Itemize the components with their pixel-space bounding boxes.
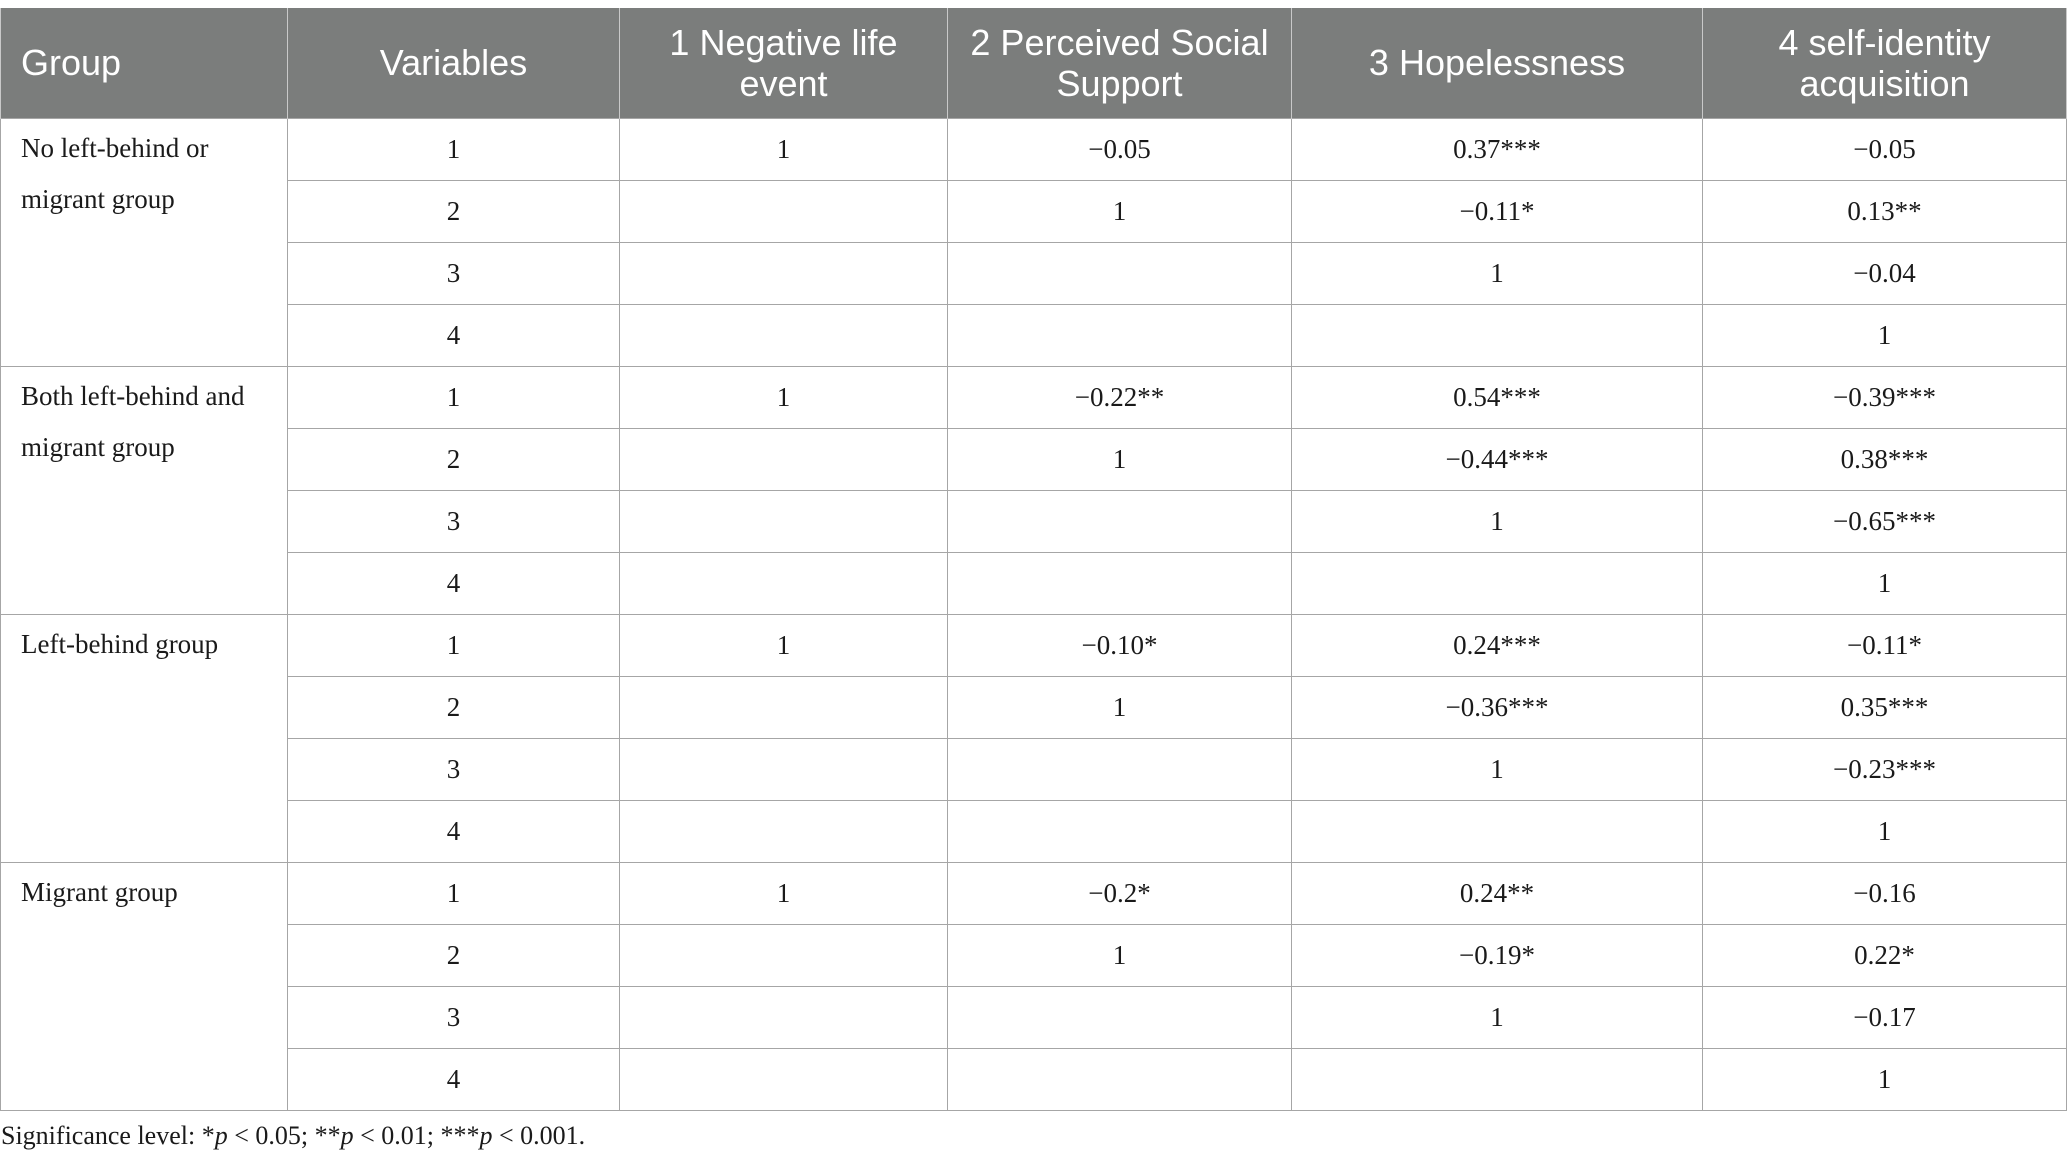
self-identity-acquisition-cell: 1 [1703,800,2067,862]
hopelessness-cell: −0.36*** [1292,676,1703,738]
self-identity-acquisition-cell: 0.38*** [1703,428,2067,490]
hopelessness-cell: 1 [1292,986,1703,1048]
negative-life-event-cell [620,738,948,800]
variable-cell: 4 [288,1048,620,1110]
significance-footnote [1,1121,585,1151]
self-identity-acquisition-cell: 1 [1703,304,2067,366]
self-identity-acquisition-cell: −0.39*** [1703,366,2067,428]
negative-life-event-cell: 1 [620,862,948,924]
group-name-cell: Left-behind group [1,614,288,862]
table-header [1,8,2067,118]
hopelessness-cell [1292,552,1703,614]
perceived-social-support-cell [948,242,1292,304]
hopelessness-cell: 0.24*** [1292,614,1703,676]
negative-life-event-cell [620,180,948,242]
table-body [1,118,2067,1110]
table-row [1,738,2067,800]
variable-cell: 1 [288,366,620,428]
table-row [1,180,2067,242]
variable-cell: 1 [288,862,620,924]
correlation-table [0,8,2067,1111]
negative-life-event-cell: 1 [620,118,948,180]
footnote-p-italic: p [340,1121,354,1150]
footnote-p-italic: p [479,1121,493,1150]
table-row [1,924,2067,986]
table-row [1,304,2067,366]
perceived-social-support-cell: −0.10* [948,614,1292,676]
hopelessness-cell: 0.37*** [1292,118,1703,180]
table-row [1,676,2067,738]
negative-life-event-cell [620,676,948,738]
footnote-p-italic: p [214,1121,228,1150]
perceived-social-support-cell: −0.05 [948,118,1292,180]
variable-cell: 2 [288,180,620,242]
table-row [1,800,2067,862]
header-row [1,8,2067,118]
perceived-social-support-cell [948,1048,1292,1110]
hopelessness-cell [1292,304,1703,366]
table-row [1,862,2067,924]
hopelessness-cell: −0.44*** [1292,428,1703,490]
negative-life-event-cell [620,800,948,862]
self-identity-acquisition-cell: 1 [1703,552,2067,614]
negative-life-event-cell [620,924,948,986]
variable-cell: 3 [288,986,620,1048]
variable-cell: 3 [288,738,620,800]
self-identity-acquisition-cell: −0.11* [1703,614,2067,676]
perceived-social-support-cell [948,552,1292,614]
variable-cell: 1 [288,118,620,180]
group-name-cell: No left-behind or migrant group [1,118,288,366]
self-identity-acquisition-cell: −0.65*** [1703,490,2067,552]
negative-life-event-cell [620,304,948,366]
negative-life-event-cell [620,1048,948,1110]
table-row [1,614,2067,676]
header-negative-life-event: 1 Negative life event [620,8,948,118]
variable-cell: 2 [288,924,620,986]
negative-life-event-cell [620,986,948,1048]
negative-life-event-cell: 1 [620,614,948,676]
perceived-social-support-cell [948,986,1292,1048]
self-identity-acquisition-cell: 0.22* [1703,924,2067,986]
negative-life-event-cell [620,428,948,490]
perceived-social-support-cell: 1 [948,180,1292,242]
self-identity-acquisition-cell: 0.13** [1703,180,2067,242]
table-row [1,242,2067,304]
header-perceived-social-support: 2 Perceived Social Support [948,8,1292,118]
table-row [1,490,2067,552]
self-identity-acquisition-cell: −0.05 [1703,118,2067,180]
footnote-lead: Significance level: * [1,1121,215,1150]
variable-cell: 3 [288,242,620,304]
hopelessness-cell: 0.24** [1292,862,1703,924]
hopelessness-cell: −0.11* [1292,180,1703,242]
header-group: Group [1,8,288,118]
table-row [1,552,2067,614]
perceived-social-support-cell: −0.2* [948,862,1292,924]
group-name-cell: Migrant group [1,862,288,1110]
self-identity-acquisition-cell: −0.17 [1703,986,2067,1048]
negative-life-event-cell [620,242,948,304]
header-variables: Variables [288,8,620,118]
self-identity-acquisition-cell: −0.04 [1703,242,2067,304]
perceived-social-support-cell [948,800,1292,862]
self-identity-acquisition-cell: −0.23*** [1703,738,2067,800]
perceived-social-support-cell: 1 [948,676,1292,738]
self-identity-acquisition-cell: 1 [1703,1048,2067,1110]
hopelessness-cell: 1 [1292,242,1703,304]
footnote-text: < 0.01; *** [353,1121,480,1150]
hopelessness-cell: −0.19* [1292,924,1703,986]
hopelessness-cell: 0.54*** [1292,366,1703,428]
table-row [1,118,2067,180]
perceived-social-support-cell [948,738,1292,800]
footnote-text: < 0.001. [492,1121,586,1150]
group-name-cell: Both left-behind and migrant group [1,366,288,614]
correlation-table-container [0,8,2066,1111]
hopelessness-cell [1292,1048,1703,1110]
hopelessness-cell [1292,800,1703,862]
header-self-identity-acquisition: 4 self-identity acquisition [1703,8,2067,118]
table-row [1,986,2067,1048]
negative-life-event-cell [620,490,948,552]
variable-cell: 2 [288,428,620,490]
perceived-social-support-cell: 1 [948,924,1292,986]
variable-cell: 2 [288,676,620,738]
negative-life-event-cell: 1 [620,366,948,428]
hopelessness-cell: 1 [1292,490,1703,552]
perceived-social-support-cell [948,490,1292,552]
hopelessness-cell: 1 [1292,738,1703,800]
variable-cell: 4 [288,800,620,862]
table-row [1,366,2067,428]
variable-cell: 1 [288,614,620,676]
variable-cell: 3 [288,490,620,552]
perceived-social-support-cell [948,304,1292,366]
table-row [1,428,2067,490]
variable-cell: 4 [288,304,620,366]
negative-life-event-cell [620,552,948,614]
perceived-social-support-cell: −0.22** [948,366,1292,428]
variable-cell: 4 [288,552,620,614]
perceived-social-support-cell: 1 [948,428,1292,490]
self-identity-acquisition-cell: 0.35*** [1703,676,2067,738]
table-row [1,1048,2067,1110]
footnote-text: < 0.05; ** [227,1121,341,1150]
self-identity-acquisition-cell: −0.16 [1703,862,2067,924]
header-hopelessness: 3 Hopelessness [1292,8,1703,118]
